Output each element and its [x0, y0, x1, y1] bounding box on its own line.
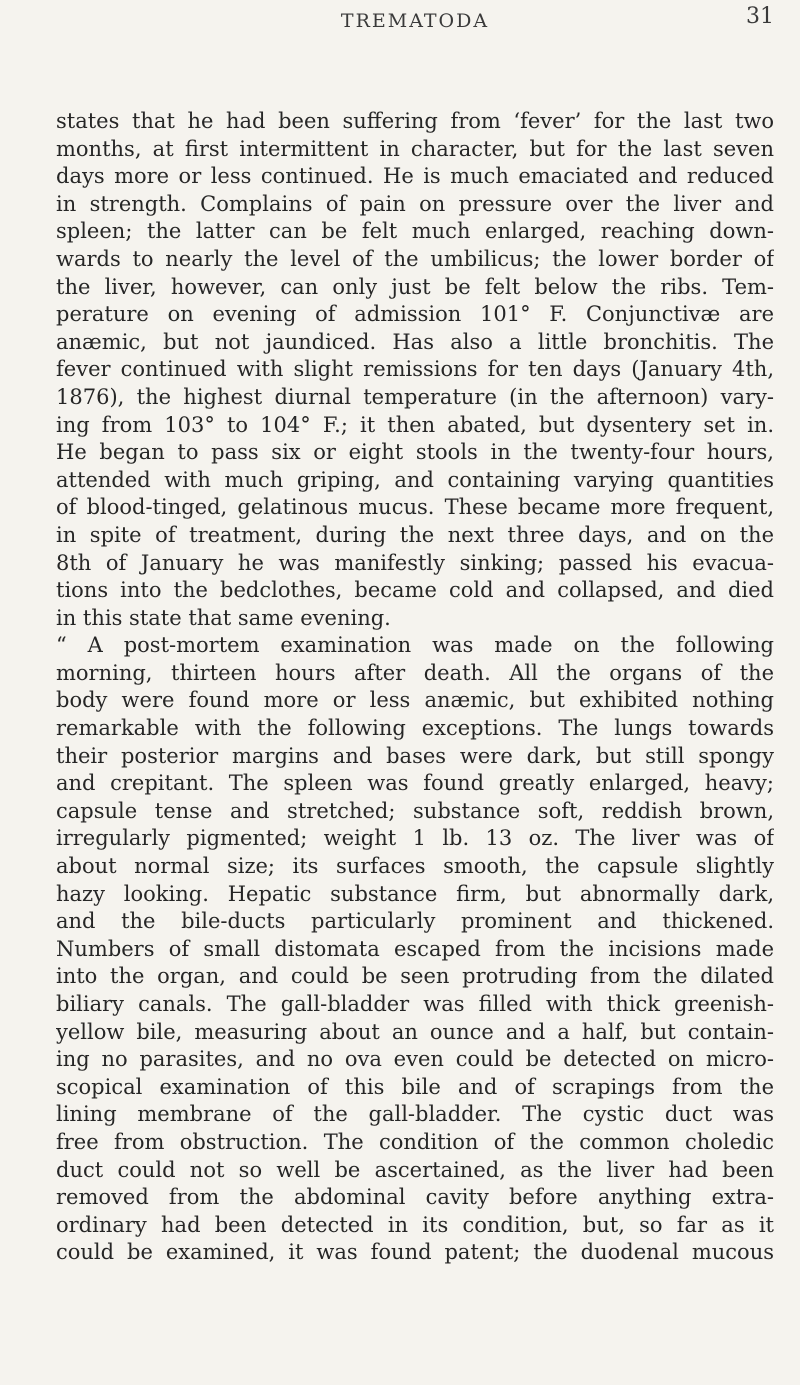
text-line: duct could not so well be ascertained, as the liver had been — [56, 1157, 774, 1182]
text-line: hazy looking. Hepatic substance firm, but abnormally dark, — [56, 881, 774, 906]
text-line: free from obstruction. The condition of the common choledic — [56, 1129, 774, 1154]
text-line: “ A post-mortem examination was made on the following — [56, 633, 774, 658]
text-line: in strength. Complains of pain on pressure over the liver and — [56, 191, 774, 216]
text-line: into the organ, and could be seen protruding from the dilated — [56, 964, 774, 989]
text-line: spleen; the latter can be felt much enlarged, reaching down- — [56, 219, 774, 244]
text-line: could be examined, it was found patent; the duodenal mucous — [56, 1240, 774, 1265]
text-line: yellow bile, measuring about an ounce and a half, but contain- — [56, 1019, 774, 1044]
text-line: the liver, however, can only just be felt below the ribs. Tem- — [56, 274, 774, 299]
text-line: fever continued with slight remissions for ten days (January 4th, — [56, 357, 774, 382]
text-line: scopical examination of this bile and of scrapings from the — [56, 1074, 774, 1099]
text-line: and the bile-ducts particularly prominent and thickened. — [56, 909, 774, 934]
text-line: morning, thirteen hours after death. All the organs of the — [56, 660, 774, 685]
text-line: irregularly pigmented; weight 1 lb. 13 oz. The liver was of — [56, 826, 774, 851]
text-line: body were found more or less anæmic, but exhibited nothing — [56, 688, 774, 713]
body-text — [56, 108, 774, 1267]
text-line: in this state that same evening. — [56, 605, 391, 630]
page-number: 31 — [746, 4, 774, 29]
text-line: in spite of treatment, during the next three days, and on the — [56, 522, 774, 547]
text-line: lining membrane of the gall-bladder. The cystic duct was — [56, 1102, 774, 1127]
text-line: states that he had been suffering from ‘fever’ for the last two — [56, 109, 774, 133]
running-head — [56, 0, 774, 90]
text-line: 8th of January he was manifestly sinking; passed his evacua- — [56, 550, 774, 575]
text-line: and crepitant. The spleen was found greatly enlarged, heavy; — [56, 771, 774, 796]
text-line: anæmic, but not jaundiced. Has also a little bronchitis. The — [56, 329, 774, 354]
text-line: ordinary had been detected in its condition, but, so far as it — [56, 1212, 774, 1237]
text-line: removed from the abdominal cavity before anything extra- — [56, 1185, 774, 1210]
text-line: their posterior margins and bases were dark, but still spongy — [56, 743, 774, 768]
text-line: He began to pass six or eight stools in the twenty-four hours, — [56, 440, 774, 465]
text-line: of blood-tinged, gelatinous mucus. These became more frequent, — [56, 495, 774, 520]
text-line: days more or less continued. He is much emaciated and reduced — [56, 164, 774, 189]
text-line: about normal size; its surfaces smooth, the capsule slightly — [56, 854, 774, 879]
text-line: tions into the bedclothes, became cold and collapsed, and died — [56, 578, 774, 603]
text-line: months, at first intermittent in character, but for the last seven — [56, 136, 774, 161]
text-line: ing no parasites, and no ova even could be detected on micro- — [56, 1047, 774, 1072]
text-line: biliary canals. The gall-bladder was filled with thick greenish- — [56, 992, 774, 1016]
text-line: 1876), the highest diurnal temperature (in the afternoon) vary- — [56, 384, 774, 409]
text-line: Numbers of small distomata escaped from the incisions made — [56, 936, 774, 961]
text-line: ing from 103° to 104° F.; it then abated, but dysentery set in. — [56, 412, 774, 437]
text-line: remarkable with the following exceptions. The lungs towards — [56, 716, 774, 741]
running-title: TREMATODA — [340, 10, 490, 32]
text-line: attended with much griping, and containing varying quantities — [56, 467, 774, 492]
text-line: wards to nearly the level of the umbilicus; the lower border of — [56, 246, 774, 271]
text-line: capsule tense and stretched; substance soft, reddish brown, — [56, 798, 774, 823]
text-line: perature on evening of admission 101° F. Conjunctivæ are — [56, 302, 774, 327]
